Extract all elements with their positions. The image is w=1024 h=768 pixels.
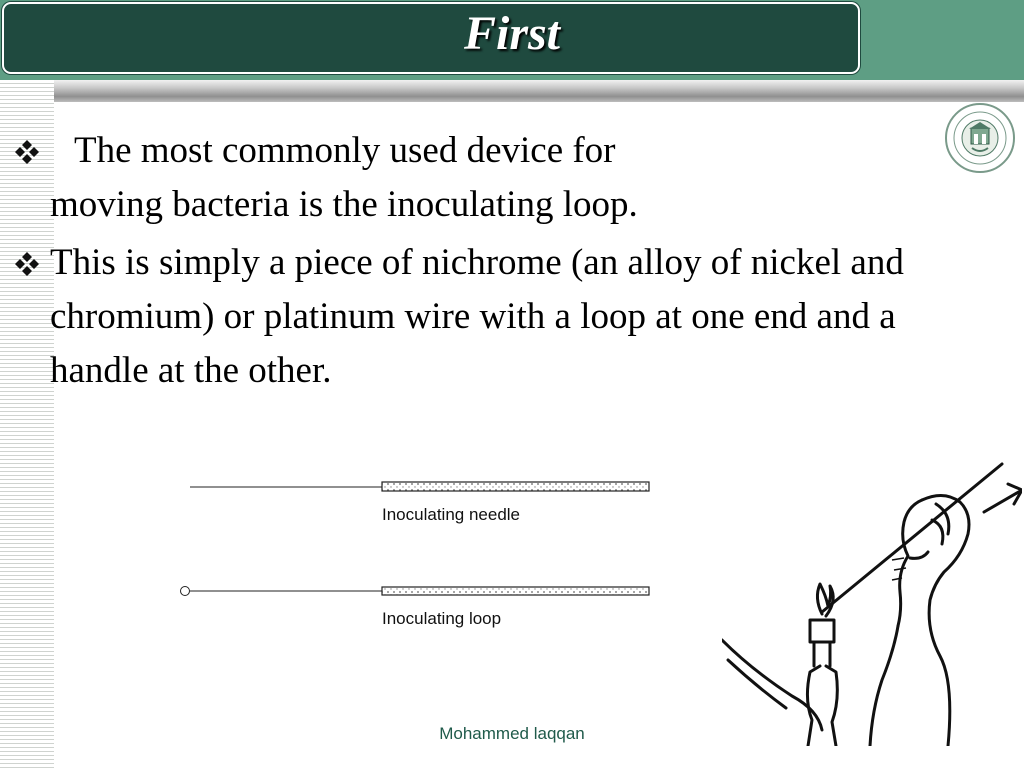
slide-title: First: [463, 7, 561, 60]
bullet-item-1: [14, 124, 914, 232]
inoculating-tools-drawing: [170, 470, 670, 630]
needle-label: Inoculating needle: [382, 505, 521, 524]
university-seal-icon: [944, 102, 1016, 174]
inoculating-loop-drawing: [181, 587, 650, 596]
inoculating-tools-figure: [170, 470, 670, 630]
header-divider-bar: [0, 80, 1024, 102]
bullet-item-2: [14, 236, 914, 398]
inoculating-needle-drawing: [190, 482, 649, 491]
bullet-1-line-1: The most commonly used device for: [74, 130, 616, 171]
bullet-2-text: This is simply a piece of nichrome (an alloy of nickel and chromium) or platinum wire with a loop at one end and a handle at the other.: [50, 242, 904, 391]
loop-label: Inoculating loop: [382, 609, 502, 628]
footer-author: Mohammed laqqan: [439, 724, 585, 743]
four-diamond-bullet-icon: [14, 251, 48, 277]
bullet-1-line-2: moving bacteria is the inoculating loop.: [50, 184, 638, 225]
hand-flaming-loop-over-burner-icon: [722, 460, 1022, 746]
bullet-list: [14, 124, 914, 402]
four-diamond-bullet-icon: [14, 139, 48, 165]
